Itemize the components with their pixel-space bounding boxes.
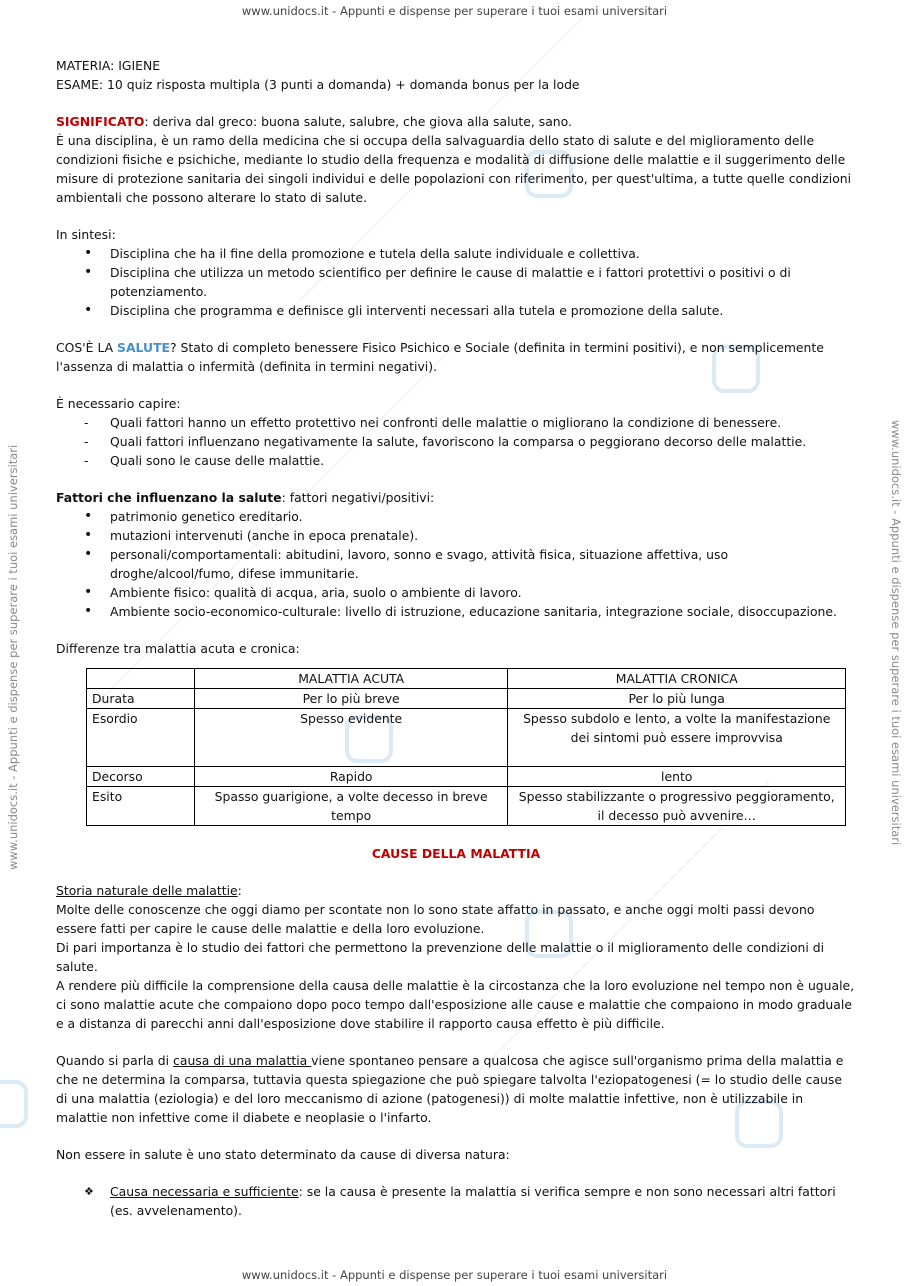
cause-section-title: [56, 844, 856, 863]
causa-text: se la causa è presente la malattia si verifica sempre e non sono necessari altri fattori (es. avvelenamento).: [110, 1184, 836, 1218]
watermark-logo-icon: [0, 1080, 28, 1128]
salute-text: ? Stato di completo benessere Fisico Psichico e Sociale (definita in termini positivi), e non semplicemente l'assenza di malattia o infermità (definita in termini negativi).: [56, 340, 824, 374]
list-item: [56, 1182, 856, 1220]
acuta-cronica-table: [86, 668, 846, 826]
fattori-list: [56, 507, 856, 621]
storia-paragraph-3: A rendere più difficile la comprensione della causa delle malattie è la circostanza che la loro evoluzione nel tempo non è uguale, ci sono malattie acute che compaiono dopo poco tempo dall'esposizione alle cause e malattie che compaiono in modo graduale e a distanza di parecchi anni dall'esposizione dove stabilire il rapporto causa effetto è più difficile.: [56, 978, 855, 1031]
table-cell: Spasso guarigione, a volte decesso in breve tempo: [194, 787, 508, 826]
document-body: [56, 56, 856, 1220]
non-essere-paragraph: Non essere in salute è uno stato determinato da cause di diversa natura:: [56, 1147, 510, 1162]
storia-paragraph-2: Di pari importanza è lo studio dei fattori che permettono la prevenzione delle malattie o il miglioramento delle condizioni di salute.: [56, 940, 825, 974]
quando-link: causa di una malattia: [173, 1053, 312, 1068]
list-item: • Disciplina che programma e definisce gli interventi necessari alla tutela e promozione della salute.: [56, 301, 856, 320]
table-cell: lento: [508, 767, 846, 787]
differenze-label: Differenze tra malattia acuta e cronica:: [56, 641, 300, 656]
storia-label: Storia naturale delle malattie: [56, 883, 238, 898]
storia-paragraph-1: Molte delle conoscenze che oggi diamo per scontate non lo sono state affatto in passato, e anche oggi molti passi devono essere fatti per capire le cause delle malattie e della loro evoluzione.: [56, 902, 815, 936]
page-header[interactable]: www.unidocs.it - Appunti e dispense per superare i tuoi esami universitari: [241, 4, 668, 18]
table-cell: Rapido: [194, 767, 508, 787]
list-item: • Ambiente socio-economico-culturale: livello di istruzione, educazione sanitaria, integrazione sociale, disoccupazione.: [56, 602, 856, 621]
esame-line: ESAME: 10 quiz risposta multipla (3 punti a domanda) + domanda bonus per la lode: [56, 77, 580, 92]
causa-list: [56, 1182, 856, 1220]
significato-text: : deriva dal greco: buona salute, salubre, che giova alla salute, sano.: [144, 114, 572, 129]
page-footer[interactable]: www.unidocs.it - Appunti e dispense per superare i tuoi esami universitari: [241, 1268, 668, 1282]
causa-label: Causa necessaria e sufficiente: [110, 1184, 299, 1199]
quando-post: viene spontaneo pensare a qualcosa che agisce sull'organismo prima della malattia e che ne determina la comparsa, tuttavia questa spiegazione che può spiegare talvolta l'eziopatogenesi (= lo studio delle cause di una malattia (eziologia) e del loro meccanismo di azione (patogenesi)) di molte malattie infettive, non è utilizzabile in malattie non infettive come il diabete e neoplasie o l'infarto.: [56, 1053, 844, 1125]
significato-label: SIGNIFICATO: [56, 114, 145, 129]
list-item: - Quali fattori influenzano negativamente la salute, favoriscono la comparsa o peggiorano decorso delle malattie.: [56, 432, 856, 451]
list-item: - Quali sono le cause delle malattie.: [56, 451, 856, 470]
necessario-label: È necessario capire:: [56, 396, 181, 411]
table-header-cell: MALATTIA ACUTA: [194, 669, 508, 689]
causa-colon: :: [298, 1184, 303, 1199]
cause-title-text: CAUSE DELLA MALATTIA: [371, 846, 541, 861]
disciplina-paragraph: È una disciplina, è un ramo della medicina che si occupa della salvaguardia dello stato di salute e del miglioramento delle condizioni fisiche e psichiche, mediante lo studio della frequenza e modalità di diffusione delle malattie e il suggerimento delle misure di protezione sanitaria dei singoli individui e delle popolazioni con riferimento, per quest'ultima, a tutte quelle condizioni ambientali che possono alterare lo stato di salute.: [56, 133, 852, 205]
capire-list: [56, 413, 856, 470]
in-sintesi-label: In sintesi:: [56, 227, 116, 242]
fattori-paragraph: [56, 488, 856, 507]
quando-paragraph: [56, 1051, 856, 1127]
table-cell: [87, 669, 195, 689]
materia-line: MATERIA: IGIENE: [56, 58, 161, 73]
fattori-label: Fattori che influenzano la salute: [56, 490, 282, 505]
side-watermark-right-text: www.unidocs.it - Appunti e dispense per superare i tuoi esami universitari: [889, 420, 903, 846]
storia-heading: [56, 881, 856, 900]
table-cell: Esito: [87, 787, 195, 826]
salute-paragraph: [56, 338, 856, 376]
significato-paragraph: [56, 112, 856, 131]
table-cell: Decorso: [87, 767, 195, 787]
storia-colon: :: [237, 883, 242, 898]
table-cell: Esordio: [87, 709, 195, 767]
table-header-cell: MALATTIA CRONICA: [508, 669, 846, 689]
side-watermark-left: [2, 250, 22, 890]
cose-la-text: COS'È LA: [56, 340, 118, 355]
table-row: [87, 709, 846, 767]
table-cell: Durata: [87, 689, 195, 709]
table-header-row: [87, 669, 846, 689]
salute-label: SALUTE: [117, 340, 170, 355]
fattori-text: : fattori negativi/positivi:: [281, 490, 435, 505]
table-cell: Spesso stabilizzante o progressivo peggioramento, il decesso può avvenire…: [508, 787, 846, 826]
list-item: • patrimonio genetico ereditario.: [56, 507, 856, 526]
quando-pre: Quando si parla di: [56, 1053, 174, 1068]
list-item: • personali/comportamentali: abitudini, lavoro, sonno e svago, attività fisica, situazione affettiva, uso droghe/alcool/fumo, difese immunitarie.: [56, 545, 856, 583]
list-item: • Ambiente fisico: qualità di acqua, aria, suolo o ambiente di lavoro.: [56, 583, 856, 602]
table-cell: Per lo più breve: [194, 689, 508, 709]
table-row: [87, 787, 846, 826]
list-item: • Disciplina che utilizza un metodo scientifico per definire le cause di malattie e i fattori protettivi o positivi o di potenziamento.: [56, 263, 856, 301]
sintesi-list: [56, 244, 856, 320]
list-item: • Disciplina che ha il fine della promozione e tutela della salute individuale e collettiva.: [56, 244, 856, 263]
list-item: • mutazioni intervenuti (anche in epoca prenatale).: [56, 526, 856, 545]
list-item: - Quali fattori hanno un effetto protettivo nei confronti delle malattie o migliorano la condizione di benessere.: [56, 413, 856, 432]
table-cell: Spesso evidente: [194, 709, 508, 767]
table-cell: Spesso subdolo e lento, a volte la manifestazione dei sintomi può essere improvvisa: [508, 709, 846, 767]
table-row: [87, 689, 846, 709]
side-watermark-right: [887, 250, 907, 890]
table-cell: Per lo più lunga: [508, 689, 846, 709]
side-watermark-left-text: www.unidocs.it - Appunti e dispense per superare i tuoi esami universitari: [6, 444, 20, 870]
table-row: [87, 767, 846, 787]
